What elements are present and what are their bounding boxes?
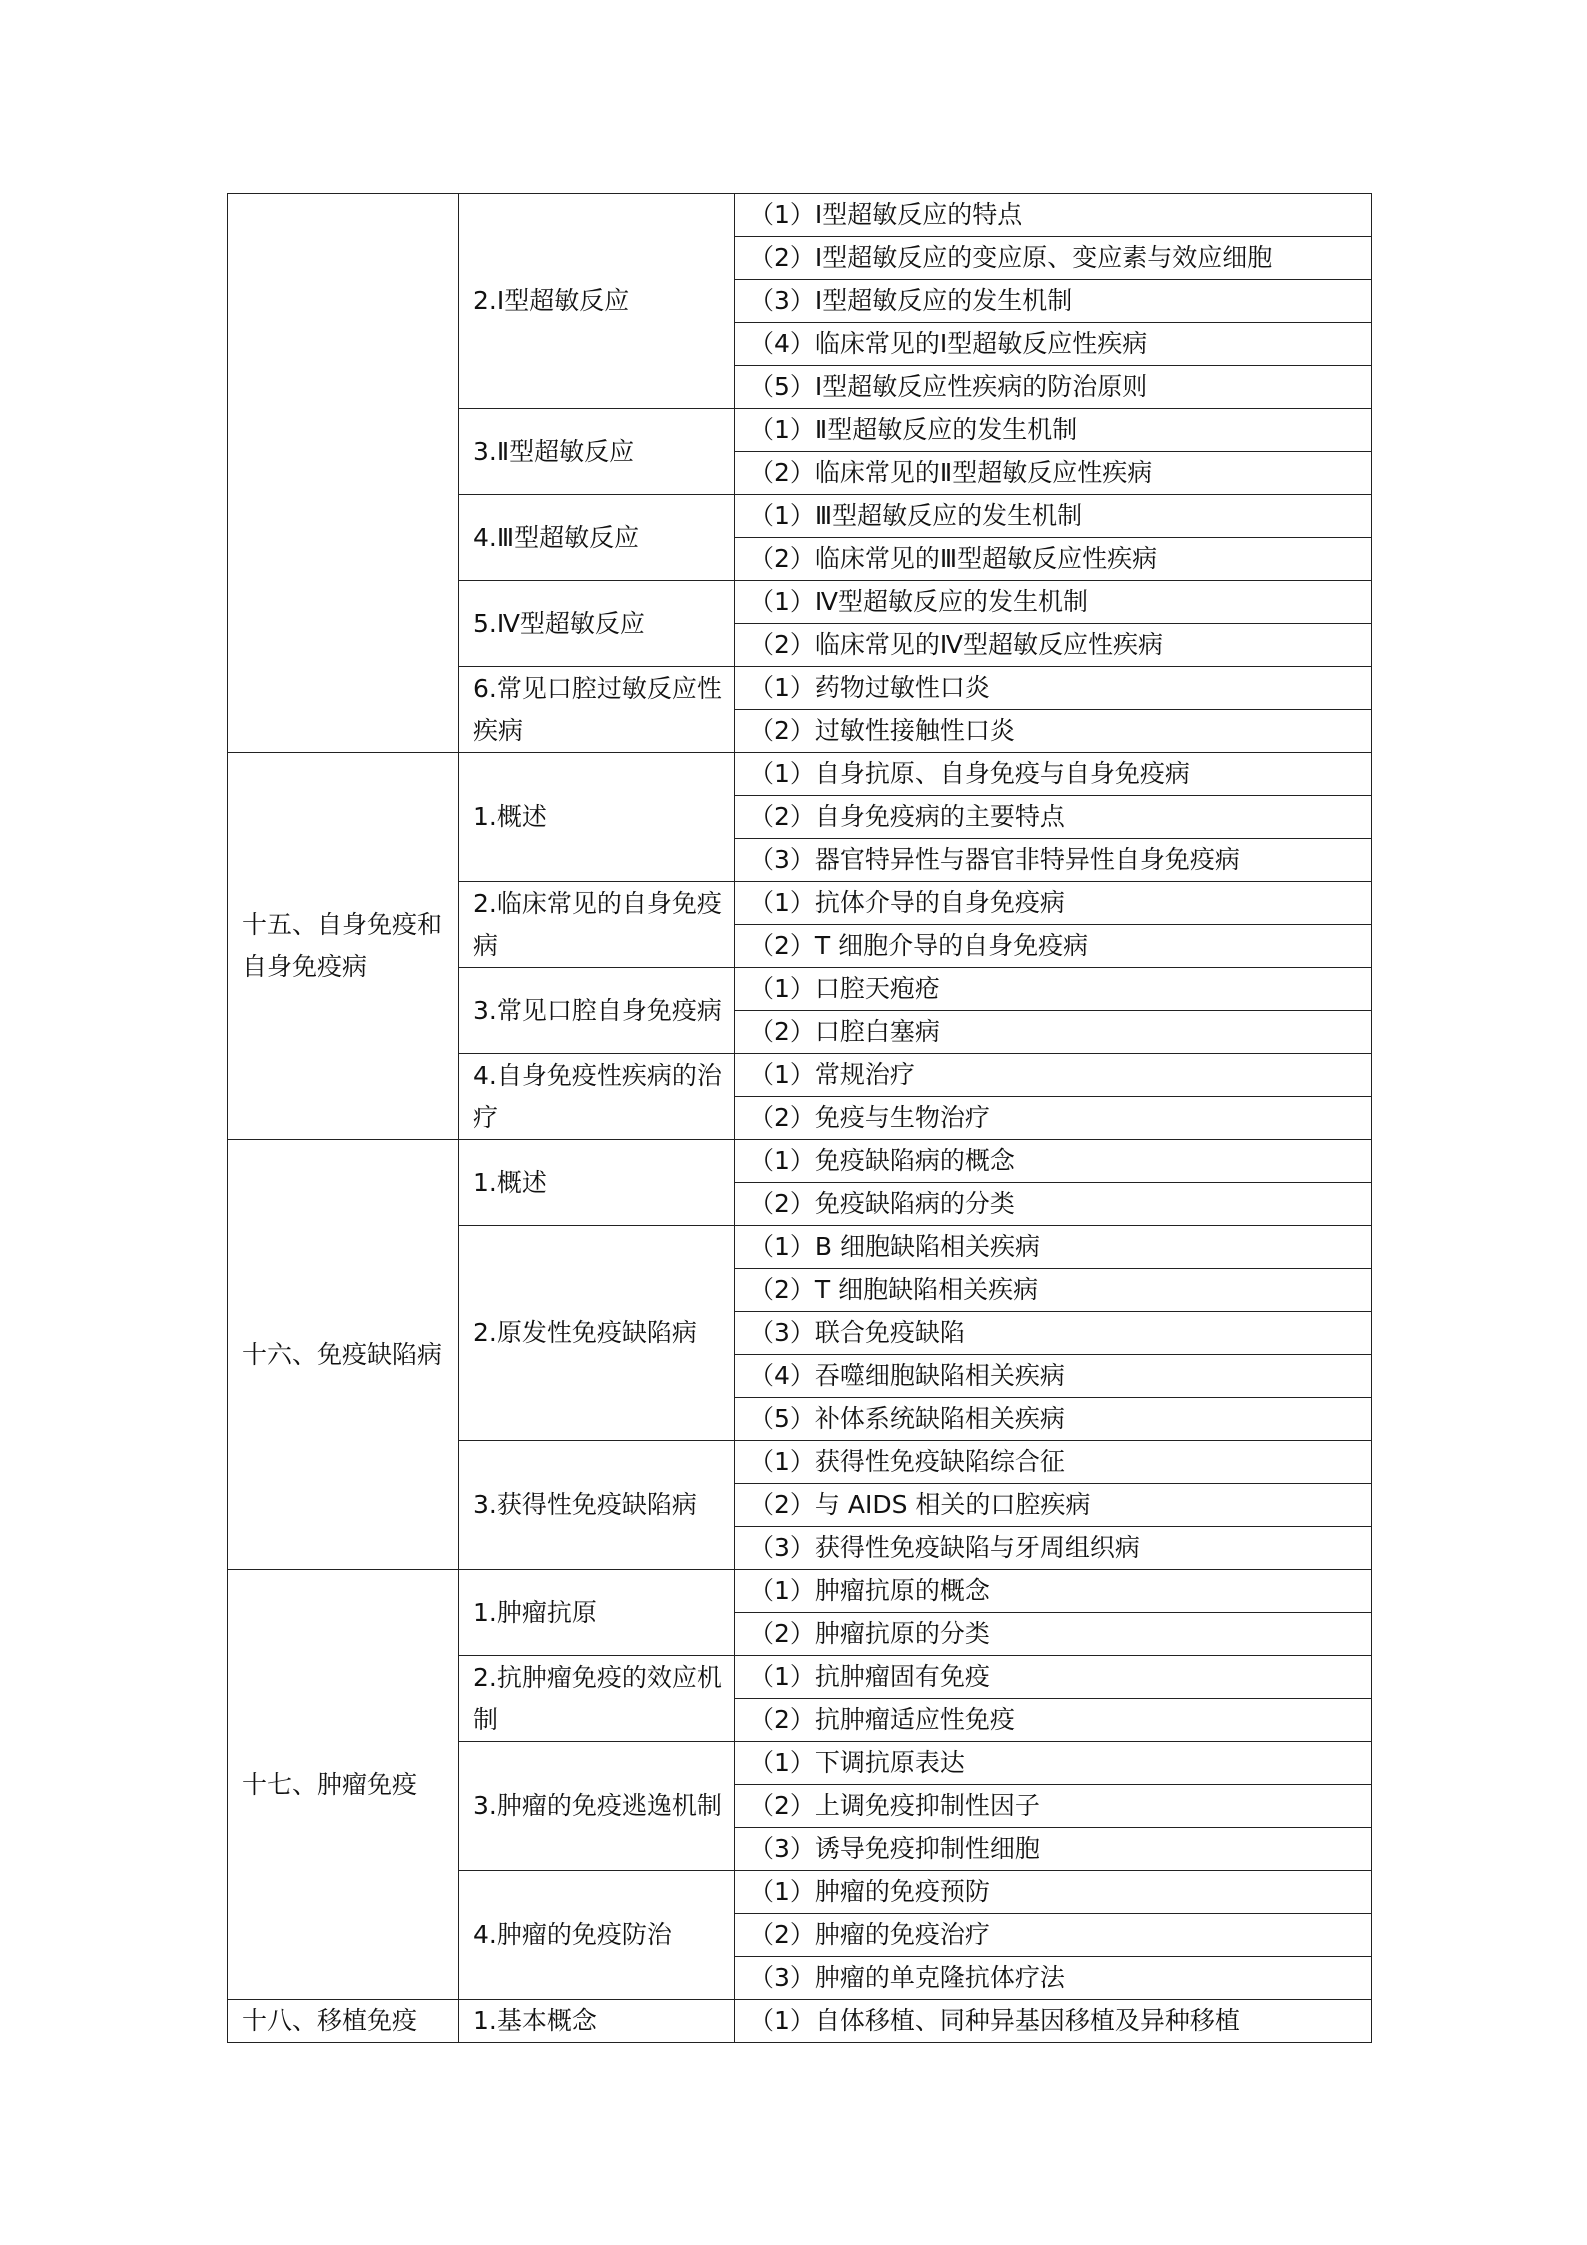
item-cell: （1）抗体介导的自身免疫病 xyxy=(735,882,1372,925)
item-cell: （1）免疫缺陷病的概念 xyxy=(735,1140,1372,1183)
unit-cell: 2.临床常见的自身免疫病 xyxy=(459,882,735,968)
chapter-cell: 十七、肿瘤免疫 xyxy=(228,1570,459,2000)
item-cell: （3）肿瘤的单克隆抗体疗法 xyxy=(735,1957,1372,2000)
item-cell: （1）Ⅰ型超敏反应的特点 xyxy=(735,194,1372,237)
unit-cell: 2.Ⅰ型超敏反应 xyxy=(459,194,735,409)
syllabus-table xyxy=(227,193,1372,2043)
item-cell: （2）与 AIDS 相关的口腔疾病 xyxy=(735,1484,1372,1527)
unit-cell: 6.常见口腔过敏反应性疾病 xyxy=(459,667,735,753)
item-cell: （2）免疫缺陷病的分类 xyxy=(735,1183,1372,1226)
item-cell: （1）自身抗原、自身免疫与自身免疫病 xyxy=(735,753,1372,796)
item-cell: （1）肿瘤抗原的概念 xyxy=(735,1570,1372,1613)
chapter-cell: 十六、免疫缺陷病 xyxy=(228,1140,459,1570)
item-cell: （1）Ⅲ型超敏反应的发生机制 xyxy=(735,495,1372,538)
item-cell: （1）抗肿瘤固有免疫 xyxy=(735,1656,1372,1699)
item-cell: （2）T 细胞介导的自身免疫病 xyxy=(735,925,1372,968)
unit-cell: 5.Ⅳ型超敏反应 xyxy=(459,581,735,667)
item-cell: （3）联合免疫缺陷 xyxy=(735,1312,1372,1355)
table-row xyxy=(228,753,1372,796)
item-cell: （5）补体系统缺陷相关疾病 xyxy=(735,1398,1372,1441)
item-cell: （4）临床常见的Ⅰ型超敏反应性疾病 xyxy=(735,323,1372,366)
unit-cell: 1.肿瘤抗原 xyxy=(459,1570,735,1656)
item-cell: （2）Ⅰ型超敏反应的变应原、变应素与效应细胞 xyxy=(735,237,1372,280)
chapter-cell: 十五、自身免疫和自身免疫病 xyxy=(228,753,459,1140)
item-cell: （1）B 细胞缺陷相关疾病 xyxy=(735,1226,1372,1269)
item-cell: （1）肿瘤的免疫预防 xyxy=(735,1871,1372,1914)
item-cell: （2）临床常见的Ⅱ型超敏反应性疾病 xyxy=(735,452,1372,495)
unit-cell: 3.Ⅱ型超敏反应 xyxy=(459,409,735,495)
syllabus-body xyxy=(228,194,1372,2043)
unit-cell: 2.原发性免疫缺陷病 xyxy=(459,1226,735,1441)
table-row xyxy=(228,194,1372,237)
unit-cell: 2.抗肿瘤免疫的效应机制 xyxy=(459,1656,735,1742)
unit-cell: 1.概述 xyxy=(459,1140,735,1226)
item-cell: （1）自体移植、同种异基因移植及异种移植 xyxy=(735,2000,1372,2043)
item-cell: （1）口腔天疱疮 xyxy=(735,968,1372,1011)
item-cell: （2）临床常见的Ⅳ型超敏反应性疾病 xyxy=(735,624,1372,667)
item-cell: （1）获得性免疫缺陷综合征 xyxy=(735,1441,1372,1484)
item-cell: （1）常规治疗 xyxy=(735,1054,1372,1097)
unit-cell: 4.Ⅲ型超敏反应 xyxy=(459,495,735,581)
unit-cell: 4.自身免疫性疾病的治疗 xyxy=(459,1054,735,1140)
item-cell: （2）上调免疫抑制性因子 xyxy=(735,1785,1372,1828)
item-cell: （2）肿瘤的免疫治疗 xyxy=(735,1914,1372,1957)
unit-cell: 3.获得性免疫缺陷病 xyxy=(459,1441,735,1570)
item-cell: （2）肿瘤抗原的分类 xyxy=(735,1613,1372,1656)
table-row xyxy=(228,1570,1372,1613)
item-cell: （3）器官特异性与器官非特异性自身免疫病 xyxy=(735,839,1372,882)
item-cell: （1）下调抗原表达 xyxy=(735,1742,1372,1785)
table-row xyxy=(228,1140,1372,1183)
unit-cell: 3.肿瘤的免疫逃逸机制 xyxy=(459,1742,735,1871)
item-cell: （5）Ⅰ型超敏反应性疾病的防治原则 xyxy=(735,366,1372,409)
chapter-cell xyxy=(228,194,459,753)
item-cell: （2）免疫与生物治疗 xyxy=(735,1097,1372,1140)
unit-cell: 3.常见口腔自身免疫病 xyxy=(459,968,735,1054)
item-cell: （2）自身免疫病的主要特点 xyxy=(735,796,1372,839)
item-cell: （2）临床常见的Ⅲ型超敏反应性疾病 xyxy=(735,538,1372,581)
item-cell: （2）口腔白塞病 xyxy=(735,1011,1372,1054)
table-row xyxy=(228,2000,1372,2043)
chapter-cell: 十八、移植免疫 xyxy=(228,2000,459,2043)
item-cell: （1）Ⅳ型超敏反应的发生机制 xyxy=(735,581,1372,624)
item-cell: （4）吞噬细胞缺陷相关疾病 xyxy=(735,1355,1372,1398)
unit-cell: 1.概述 xyxy=(459,753,735,882)
item-cell: （3）Ⅰ型超敏反应的发生机制 xyxy=(735,280,1372,323)
unit-cell: 4.肿瘤的免疫防治 xyxy=(459,1871,735,2000)
item-cell: （1）Ⅱ型超敏反应的发生机制 xyxy=(735,409,1372,452)
item-cell: （3）诱导免疫抑制性细胞 xyxy=(735,1828,1372,1871)
item-cell: （2）过敏性接触性口炎 xyxy=(735,710,1372,753)
item-cell: （2）T 细胞缺陷相关疾病 xyxy=(735,1269,1372,1312)
item-cell: （2）抗肿瘤适应性免疫 xyxy=(735,1699,1372,1742)
item-cell: （3）获得性免疫缺陷与牙周组织病 xyxy=(735,1527,1372,1570)
unit-cell: 1.基本概念 xyxy=(459,2000,735,2043)
item-cell: （1）药物过敏性口炎 xyxy=(735,667,1372,710)
